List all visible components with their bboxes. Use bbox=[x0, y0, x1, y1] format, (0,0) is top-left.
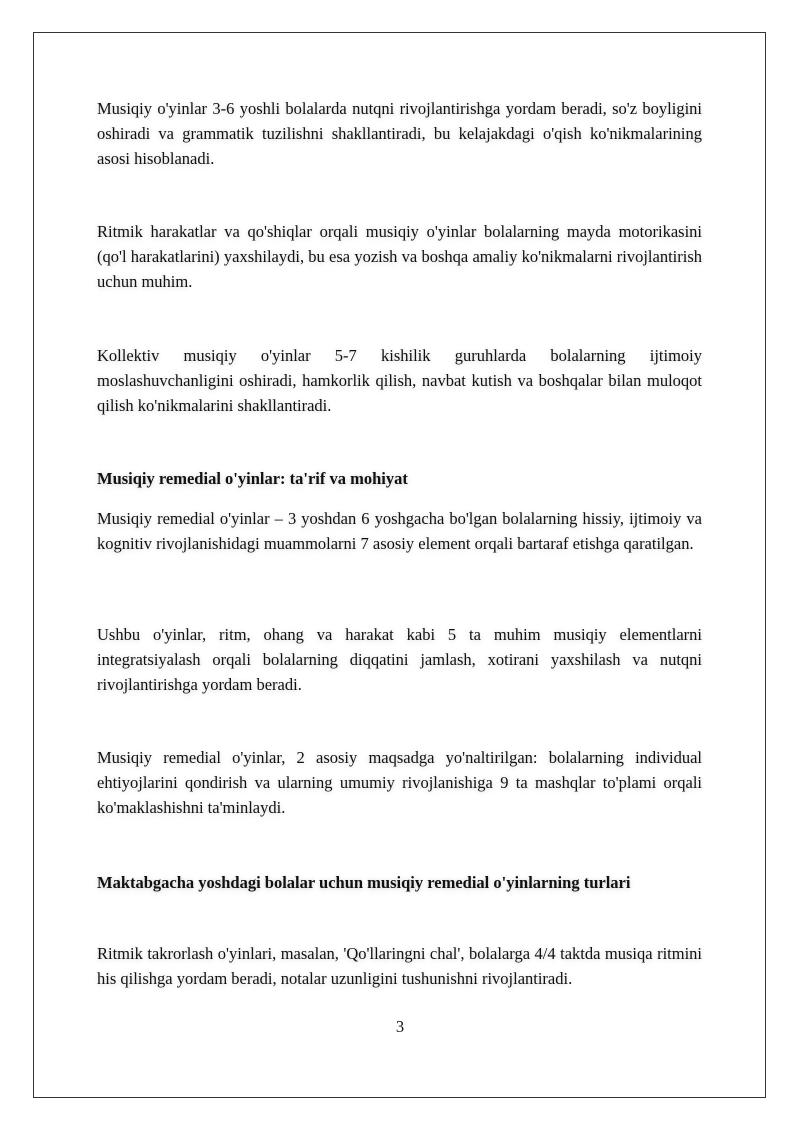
paragraph-musical-elements: Ushbu o'yinlar, ritm, ohang va harakat kabi 5 ta muhim musiqiy elementlarni integratsiyalash orqali bolalarning diqqatini jamlash, xotirani yaxshilash va nutqni rivojlantirishga yordam beradi. bbox=[97, 625, 702, 694]
page-border bbox=[33, 32, 766, 1098]
page-number: 3 bbox=[395, 1017, 405, 1036]
paragraph-remedial-definition: Musiqiy remedial o'yinlar – 3 yoshdan 6 yoshgacha bo'lgan bolalarning hissiy, ijtimoiy va kognitiv rivojlanishidagi muammolarni 7 asosiy element orqali bartaraf etishga qaratilgan. bbox=[97, 509, 702, 553]
paragraph-speech-development: Musiqiy o'yinlar 3-6 yoshli bolalarda nutqni rivojlantirishga yordam beradi, so'z boyligini oshiradi va grammatik tuzilishni shakllantiradi, bu kelajakdagi o'qish ko'nikmalarining asosi hisoblanadi. bbox=[97, 99, 702, 168]
paragraph-remedial-goals: Musiqiy remedial o'yinlar, 2 asosiy maqsadga yo'naltirilgan: bolalarning individual ehtiyojlarini qondirish va ularning umumiy rivojlanishiga 9 ta mashqlar to'plami orqali ko'maklashishni ta'minlaydi. bbox=[97, 748, 702, 817]
paragraph-rhythm-games: Ritmik takrorlash o'yinlari, masalan, 'Qo'llaringni chal', bolalarga 4/4 taktda musiqa ritmini his qilishga yordam beradi, notalar uzunligini tushunishni rivojlantiradi. bbox=[97, 944, 702, 988]
section-heading-types: Maktabgacha yoshdagi bolalar uchun musiqiy remedial o'yinlarning turlari bbox=[97, 873, 631, 892]
paragraph-social-adaptation: Kollektiv musiqiy o'yinlar 5-7 kishilik guruhlarda bolalarning ijtimoiy moslashuvchanligini oshiradi, hamkorlik qilish, navbat kutish va boshqalar bilan muloqot qilish ko'nikmalarini shakllantiradi. bbox=[97, 346, 702, 415]
paragraph-motor-skills: Ritmik harakatlar va qo'shiqlar orqali musiqiy o'yinlar bolalarning mayda motorikasini (qo'l harakatlarini) yaxshilaydi, bu esa yozish va boshqa amaliy ko'nikmalarni rivojlantirish uchun muhim. bbox=[97, 222, 702, 291]
section-heading-definition: Musiqiy remedial o'yinlar: ta'rif va mohiyat bbox=[97, 469, 408, 488]
